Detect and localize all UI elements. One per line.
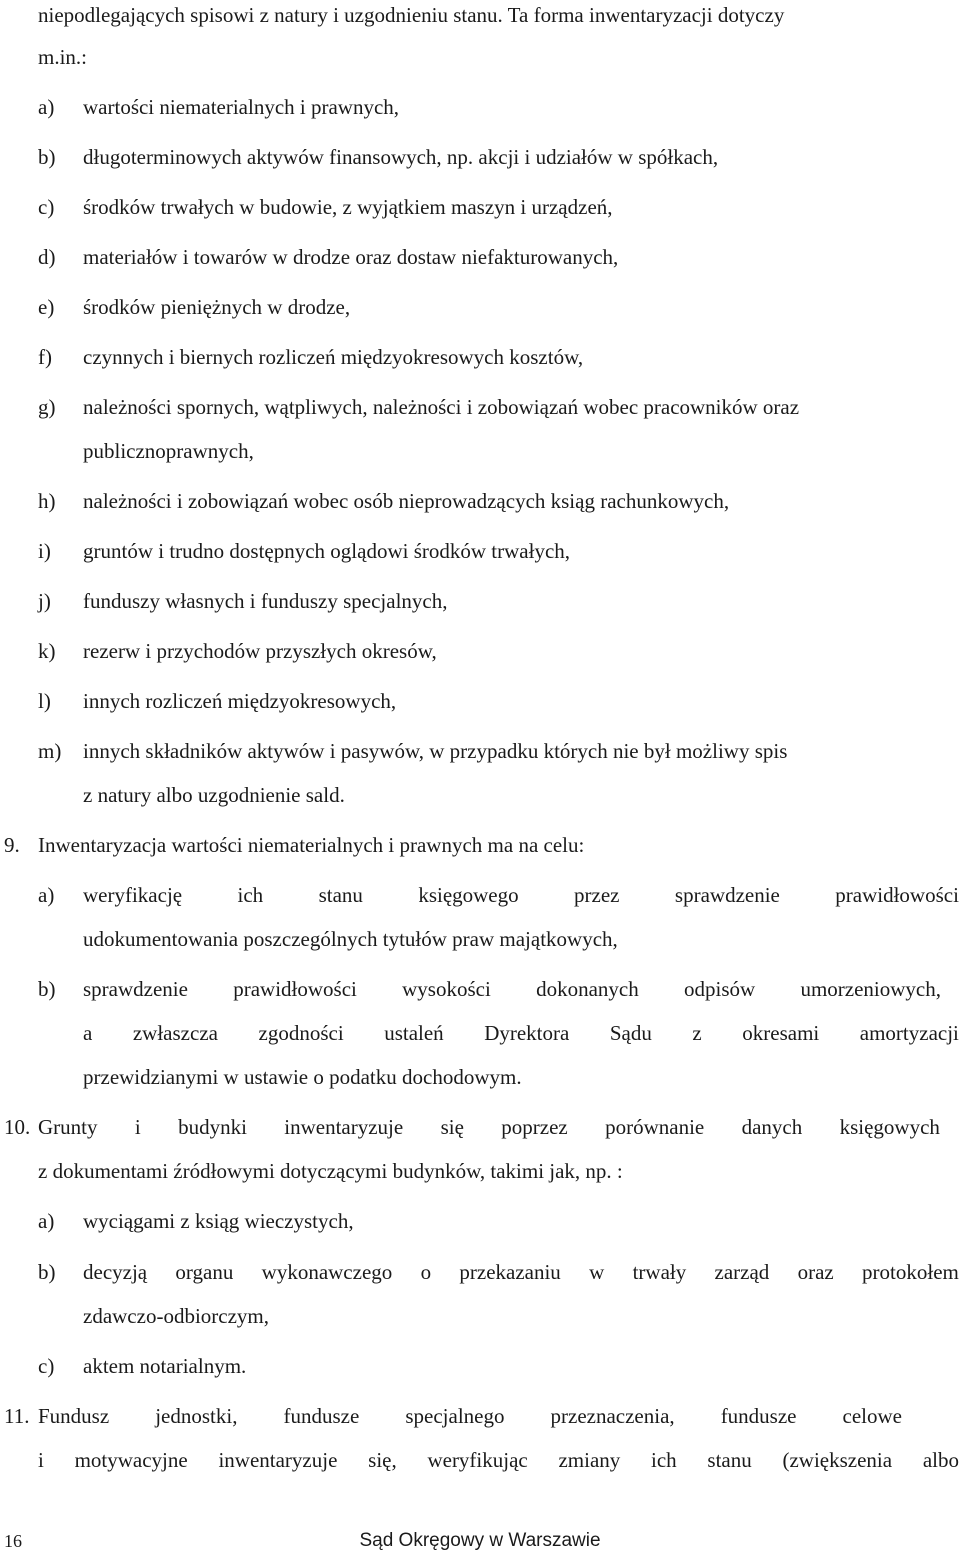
- list-item-text: gruntów i trudno dostępnych oglądowi środków trwałych,: [83, 539, 571, 563]
- word: zwłaszcza: [132, 1021, 218, 1045]
- section-text: [38, 1403, 902, 1429]
- word: wykonawczego: [261, 1260, 393, 1284]
- word: celowe: [842, 1404, 902, 1428]
- word: księgowego: [418, 883, 519, 907]
- word: prawidłowości: [233, 977, 357, 1001]
- list-item-text: innych rozliczeń międzyokresowych,: [83, 689, 397, 713]
- word: stanu: [707, 1448, 752, 1472]
- list-item-text: przewidzianymi w ustawie o podatku dochodowym.: [83, 1065, 522, 1089]
- list-label: b): [38, 145, 56, 169]
- word: ich: [237, 883, 264, 907]
- word: stanu: [318, 883, 363, 907]
- section-heading: Inwentaryzacja wartości niematerialnych i prawnych ma na celu:: [38, 833, 585, 857]
- word: porównanie: [605, 1115, 705, 1139]
- word: i: [38, 1448, 44, 1472]
- list-item-text: należności i zobowiązań wobec osób nieprowadzących ksiąg rachunkowych,: [83, 489, 730, 513]
- word: specjalnego: [405, 1404, 505, 1428]
- word: wysokości: [402, 977, 491, 1001]
- word: w: [589, 1260, 605, 1284]
- word: zmiany: [558, 1448, 621, 1472]
- list-label: a): [38, 883, 55, 907]
- word: okresami: [742, 1021, 820, 1045]
- word: Sądu: [609, 1021, 652, 1045]
- word: weryfikując: [427, 1448, 528, 1472]
- word: sprawdzenie: [83, 977, 188, 1001]
- word: umorzeniowych,: [800, 977, 941, 1001]
- word: prawidłowości: [835, 883, 959, 907]
- list-label: b): [38, 1260, 56, 1284]
- word: budynki: [178, 1115, 247, 1139]
- list-item-text: funduszy własnych i funduszy specjalnych,: [83, 589, 448, 613]
- list-item-text: środków pieniężnych w drodze,: [83, 295, 351, 319]
- list-item-text: [83, 1259, 959, 1285]
- word: przeznaczenia,: [550, 1404, 675, 1428]
- word: inwentaryzuje: [284, 1115, 404, 1139]
- list-item-text: innych składników aktywów i pasywów, w przypadku których nie był możliwy spis: [83, 739, 788, 763]
- list-item-text: z natury albo uzgodnienie sald.: [83, 783, 345, 807]
- list-label: a): [38, 95, 55, 119]
- word: odpisów: [684, 977, 756, 1001]
- word: z: [692, 1021, 702, 1045]
- word: oraz: [797, 1260, 834, 1284]
- word: dokonanych: [536, 977, 639, 1001]
- list-item-text: publicznoprawnych,: [83, 439, 254, 463]
- section-text: [38, 1447, 959, 1473]
- section-number: 10.: [4, 1115, 31, 1139]
- word: zgodności: [258, 1021, 344, 1045]
- word: protokołem: [862, 1260, 959, 1284]
- list-label: d): [38, 245, 56, 269]
- list-item-text: aktem notarialnym.: [83, 1354, 247, 1378]
- section-text: z dokumentami źródłowymi dotyczącymi budynków, takimi jak, np. :: [38, 1159, 623, 1183]
- word: amortyzacji: [859, 1021, 959, 1045]
- list-label: g): [38, 395, 56, 419]
- list-item-text: rezerw i przychodów przyszłych okresów,: [83, 639, 437, 663]
- list-label: m): [38, 739, 62, 763]
- list-label: k): [38, 639, 56, 663]
- list-item-text: zdawczo-odbiorczym,: [83, 1304, 269, 1328]
- section-number: 9.: [4, 833, 20, 857]
- list-item-text: [83, 1020, 959, 1046]
- list-item-text: czynnych i biernych rozliczeń międzyokresowych kosztów,: [83, 345, 584, 369]
- intro-line-2: m.in.:: [38, 45, 88, 69]
- list-label: l): [38, 689, 51, 713]
- word: się,: [368, 1448, 397, 1472]
- list-item-text: długoterminowych aktywów finansowych, np. akcji i udziałów w spółkach,: [83, 145, 719, 169]
- intro-line-1: niepodlegających spisowi z natury i uzgodnieniu stanu. Ta forma inwentaryzacji dotyczy: [38, 3, 785, 27]
- word: inwentaryzuje: [218, 1448, 338, 1472]
- word: decyzją: [83, 1260, 148, 1284]
- word: albo: [922, 1448, 959, 1472]
- word: trwały: [632, 1260, 687, 1284]
- list-item-text: [83, 976, 941, 1002]
- list-label: j): [38, 589, 51, 613]
- word: poprzez: [501, 1115, 568, 1139]
- list-item-text: materiałów i towarów w drodze oraz dostaw niefakturowanych,: [83, 245, 619, 269]
- list-item-text: udokumentowania poszczególnych tytułów praw majątkowych,: [83, 927, 618, 951]
- list-item-text: wartości niematerialnych i prawnych,: [83, 95, 400, 119]
- word: ich: [651, 1448, 677, 1472]
- section-number: 11.: [4, 1404, 30, 1428]
- word: organu: [175, 1260, 234, 1284]
- list-label: h): [38, 489, 56, 513]
- list-label: c): [38, 195, 55, 219]
- word: się: [440, 1115, 464, 1139]
- list-label: f): [38, 345, 52, 369]
- word: jednostki,: [155, 1404, 238, 1428]
- list-item-text: środków trwałych w budowie, z wyjątkiem maszyn i urządzeń,: [83, 195, 613, 219]
- list-item-text: [83, 882, 959, 908]
- list-label: b): [38, 977, 56, 1001]
- word: danych: [741, 1115, 803, 1139]
- word: weryfikację: [83, 883, 183, 907]
- list-item-text: wyciągami z ksiąg wieczystych,: [83, 1209, 354, 1233]
- word: o: [420, 1260, 432, 1284]
- word: sprawdzenie: [674, 883, 780, 907]
- word: księgowych: [839, 1115, 940, 1139]
- list-label: a): [38, 1209, 55, 1233]
- list-item-text: należności spornych, wątpliwych, należności i zobowiązań wobec pracowników oraz: [83, 395, 800, 419]
- word: fundusze: [283, 1404, 360, 1428]
- word: a: [83, 1021, 93, 1045]
- list-label: i): [38, 539, 51, 563]
- word: (zwiększenia: [782, 1448, 893, 1472]
- word: Dyrektora: [484, 1021, 570, 1045]
- word: fundusze: [720, 1404, 797, 1428]
- list-label: c): [38, 1354, 55, 1378]
- page-number: 16: [4, 1531, 22, 1551]
- list-label: e): [38, 295, 55, 319]
- word: przez: [574, 883, 620, 907]
- word: ustaleń: [384, 1021, 444, 1045]
- word: motywacyjne: [74, 1448, 188, 1472]
- word: zarząd: [714, 1260, 770, 1284]
- word: Grunty: [38, 1115, 98, 1139]
- word: i: [134, 1115, 141, 1139]
- word: Fundusz: [38, 1404, 110, 1428]
- footer-title: Sąd Okręgowy w Warszawie: [359, 1530, 601, 1551]
- section-text: [38, 1114, 940, 1140]
- word: przekazaniu: [459, 1260, 561, 1284]
